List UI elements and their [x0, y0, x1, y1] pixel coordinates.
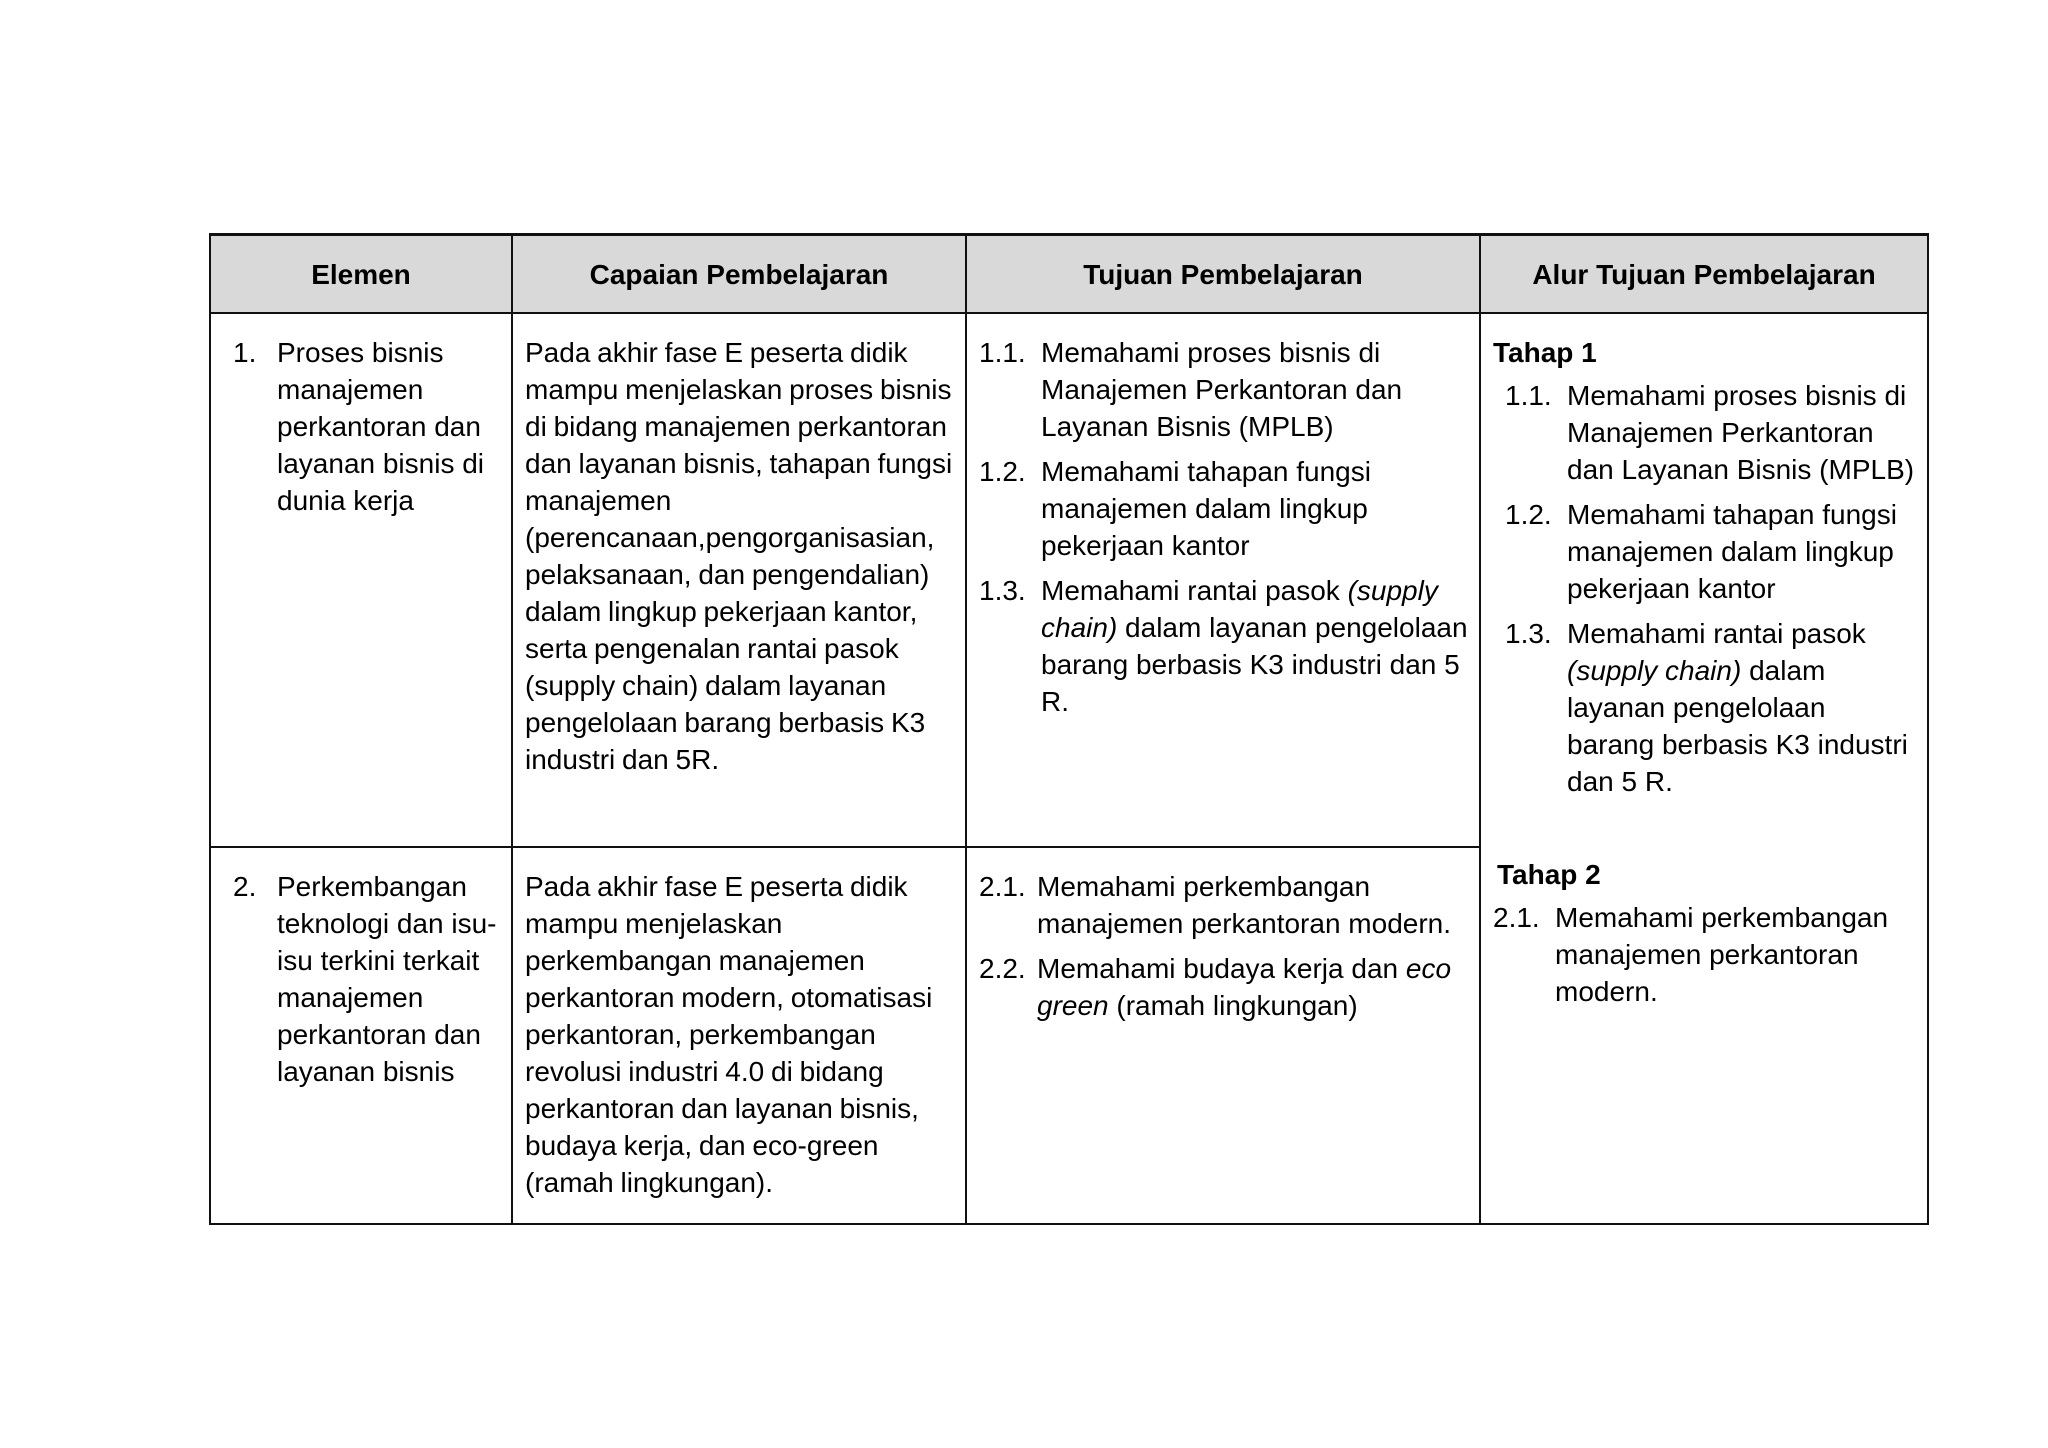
alur-number: 1.1.	[1505, 380, 1552, 411]
table-header-row	[210, 235, 1928, 314]
tujuan-number: 1.1.	[979, 337, 1026, 368]
tujuan-item	[979, 572, 1469, 720]
alur-text: Memahami perkembangan manajemen perkantoran modern.	[1555, 902, 1889, 1007]
tujuan-number: 1.2.	[979, 456, 1026, 487]
tujuan-text	[1041, 572, 1469, 720]
header-tujuan: Tujuan Pembelajaran	[966, 235, 1480, 314]
elemen-text: Proses bisnis manajemen perkantoran dan layanan bisnis di dunia kerja	[277, 337, 485, 516]
cell-elemen	[210, 847, 512, 1224]
elemen-item	[223, 334, 501, 519]
tujuan-text: Memahami proses bisnis di Manajemen Perkantoran dan Layanan Bisnis (MPLB)	[1041, 337, 1403, 442]
alur-item	[1505, 615, 1917, 800]
tahap-2-list	[1493, 899, 1917, 1010]
tujuan-text-start: Memahami rantai pasok	[1041, 575, 1348, 606]
tujuan-text	[1037, 950, 1469, 1024]
cell-tujuan	[966, 847, 1480, 1224]
elemen-number: 2.	[233, 871, 257, 902]
alur-text-italic: (supply chain)	[1567, 655, 1742, 686]
tujuan-item	[979, 868, 1469, 942]
tujuan-text-end: (ramah lingkungan)	[1108, 990, 1358, 1021]
tujuan-text: Memahami perkembangan manajemen perkantoran modern.	[1037, 871, 1452, 939]
elemen-item	[223, 868, 501, 1090]
cell-tujuan	[966, 313, 1480, 847]
tahap-2-title: Tahap 2	[1497, 859, 1601, 890]
tujuan-item	[979, 950, 1469, 1024]
learning-outcomes-table	[209, 233, 1929, 1225]
tujuan-text-end: dalam layanan pengelolaan barang berbasis K3 industri dan 5 R.	[1041, 612, 1468, 717]
elemen-number: 1.	[233, 337, 257, 368]
alur-item	[1493, 899, 1917, 1010]
tahap-1-list	[1493, 377, 1917, 800]
tujuan-item	[979, 453, 1469, 564]
tujuan-number: 2.2.	[979, 953, 1026, 984]
alur-number: 1.2.	[1505, 499, 1552, 530]
tujuan-item	[979, 334, 1469, 445]
elemen-text: Perkembangan teknologi dan isu-isu terkini terkait manajemen perkantoran dan layanan bisnis	[277, 871, 497, 1087]
alur-item	[1505, 377, 1917, 488]
alur-text: Memahami tahapan fungsi manajemen dalam lingkup pekerjaan kantor	[1567, 499, 1897, 604]
cell-alur	[1480, 313, 1928, 1224]
tujuan-text-italic: eco green	[1037, 953, 1452, 1021]
cell-elemen	[210, 313, 512, 847]
tujuan-number: 2.1.	[979, 871, 1026, 902]
cell-capaian: Pada akhir fase E peserta didik mampu menjelaskan perkembangan manajemen perkantoran modern, otomatisasi perkantoran, perkembangan revolusi industri 4.0 di bidang perkantoran dan layanan bisnis, budaya kerja, dan eco-green (ramah lingkungan).	[512, 847, 966, 1224]
header-capaian: Capaian Pembelajaran	[512, 235, 966, 314]
alur-number: 1.3.	[1505, 618, 1552, 649]
alur-text-start: Memahami rantai pasok	[1567, 618, 1866, 649]
tahap-1-title: Tahap 1	[1493, 337, 1597, 368]
header-elemen: Elemen	[210, 235, 512, 314]
alur-text: Memahami proses bisnis di Manajemen Perkantoran dan Layanan Bisnis (MPLB)	[1567, 380, 1915, 485]
table-row	[210, 313, 1928, 847]
tujuan-text: Memahami tahapan fungsi manajemen dalam lingkup pekerjaan kantor	[1041, 456, 1371, 561]
tujuan-number: 1.3.	[979, 575, 1026, 606]
alur-number: 2.1.	[1493, 902, 1540, 933]
tujuan-text-start: Memahami budaya kerja dan	[1037, 953, 1406, 984]
alur-text	[1567, 615, 1917, 800]
cell-capaian: Pada akhir fase E peserta didik mampu menjelaskan proses bisnis di bidang manajemen perkantoran dan layanan bisnis, tahapan fungsi manajemen (perencanaan,pengorganisasian, pelaksanaan, dan pengendalian) dalam lingkup pekerjaan kantor, serta pengenalan rantai pasok (supply chain) dalam layanan pengelolaan barang berbasis K3 industri dan 5R.	[512, 313, 966, 847]
alur-text-end: dalam layanan pengelolaan barang berbasis K3 industri dan 5 R.	[1567, 655, 1908, 797]
alur-item	[1505, 496, 1917, 607]
tujuan-text-italic: (supply chain)	[1041, 575, 1438, 643]
header-alur: Alur Tujuan Pembelajaran	[1480, 235, 1928, 314]
